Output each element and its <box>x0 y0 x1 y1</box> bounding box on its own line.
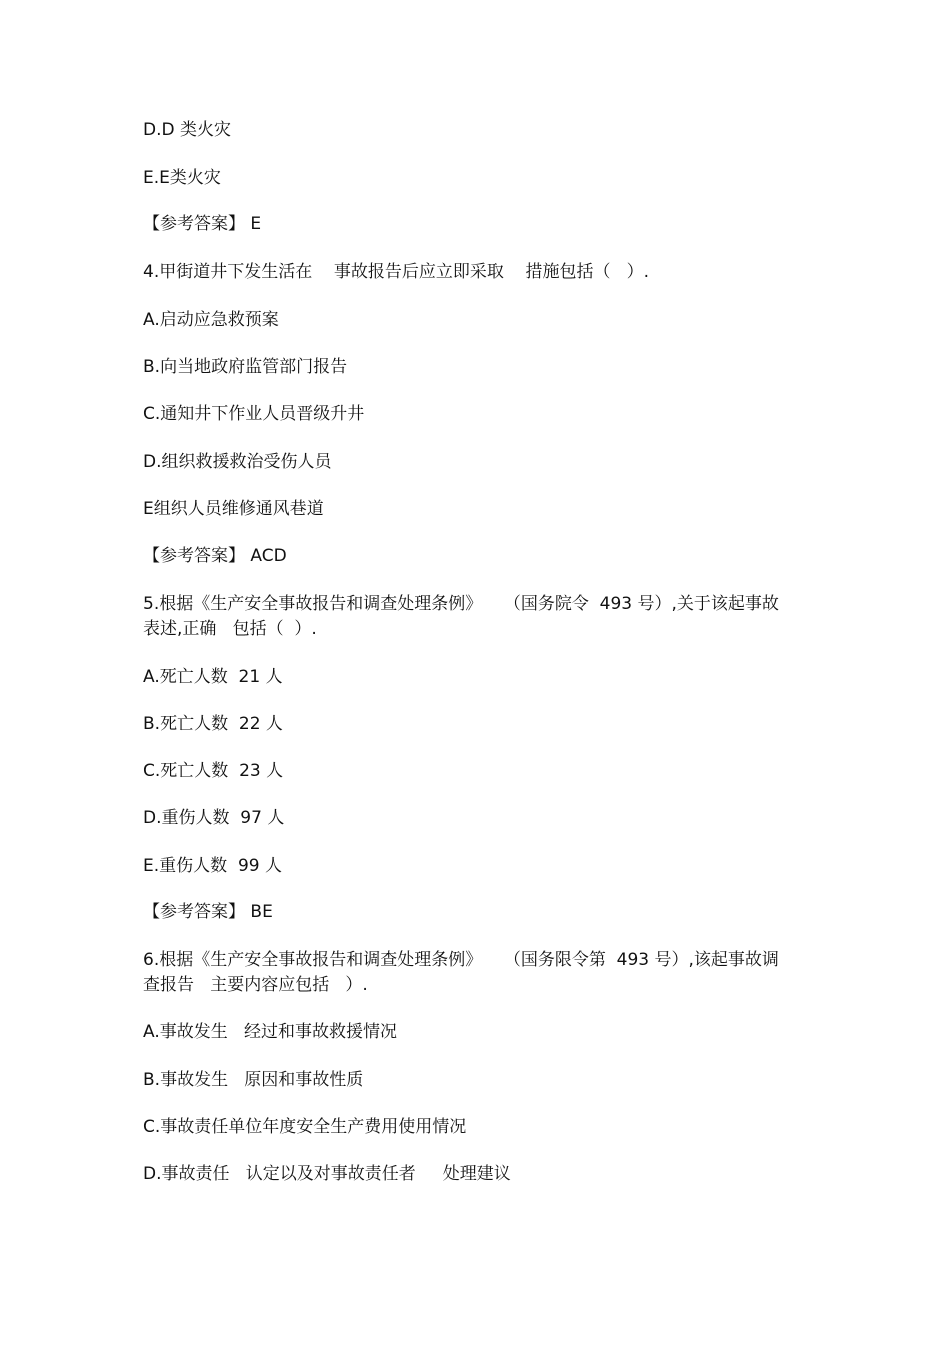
option-c-q4: C.通知井下作业人员晋级升井 <box>143 404 365 424</box>
answer-q5: 【参考答案】 BE <box>143 902 273 922</box>
option-a-q6: A.事故发生 经过和事故救援情况 <box>143 1022 397 1042</box>
option-e-q3: E.E类火灾 <box>143 168 221 188</box>
option-e-q4: E组织人员维修通风巷道 <box>143 499 324 519</box>
option-c-q6: C.事故责任单位年度安全生产费用使用情况 <box>143 1117 467 1137</box>
option-a-q4: A.启动应急救预案 <box>143 310 279 330</box>
option-e-q5: E.重伤人数 99 人 <box>143 856 282 876</box>
question-4: 4.甲街道井下发生活在 事故报告后应立即采取 措施包括（ ）. <box>143 262 650 282</box>
option-d-q5: D.重伤人数 97 人 <box>143 808 285 828</box>
option-d-q3: D.D 类火灾 <box>143 120 231 140</box>
option-c-q5: C.死亡人数 23 人 <box>143 761 284 781</box>
option-a-q5: A.死亡人数 21 人 <box>143 667 283 687</box>
option-b-q5: B.死亡人数 22 人 <box>143 714 283 734</box>
answer-q4: 【参考答案】 ACD <box>143 546 287 566</box>
question-6-line2: 查报告 主要内容应包括 ）. <box>143 975 368 995</box>
option-b-q6: B.事故发生 原因和事故性质 <box>143 1070 364 1090</box>
option-b-q4: B.向当地政府监管部门报告 <box>143 357 348 377</box>
option-d-q4: D.组织救援救治受伤人员 <box>143 452 332 472</box>
answer-q3: 【参考答案】 E <box>143 214 262 234</box>
question-5-line1: 5.根据《生产安全事故报告和调查处理条例》 （国务院令 493 号）,关于该起事故 <box>143 594 779 614</box>
question-5-line2: 表述,正确 包括（ ）. <box>143 619 317 639</box>
question-6-line1: 6.根据《生产安全事故报告和调查处理条例》 （国务限令第 493 号）,该起事故调 <box>143 950 779 970</box>
option-d-q6: D.事故责任 认定以及对事故责任者 处理建议 <box>143 1164 511 1184</box>
